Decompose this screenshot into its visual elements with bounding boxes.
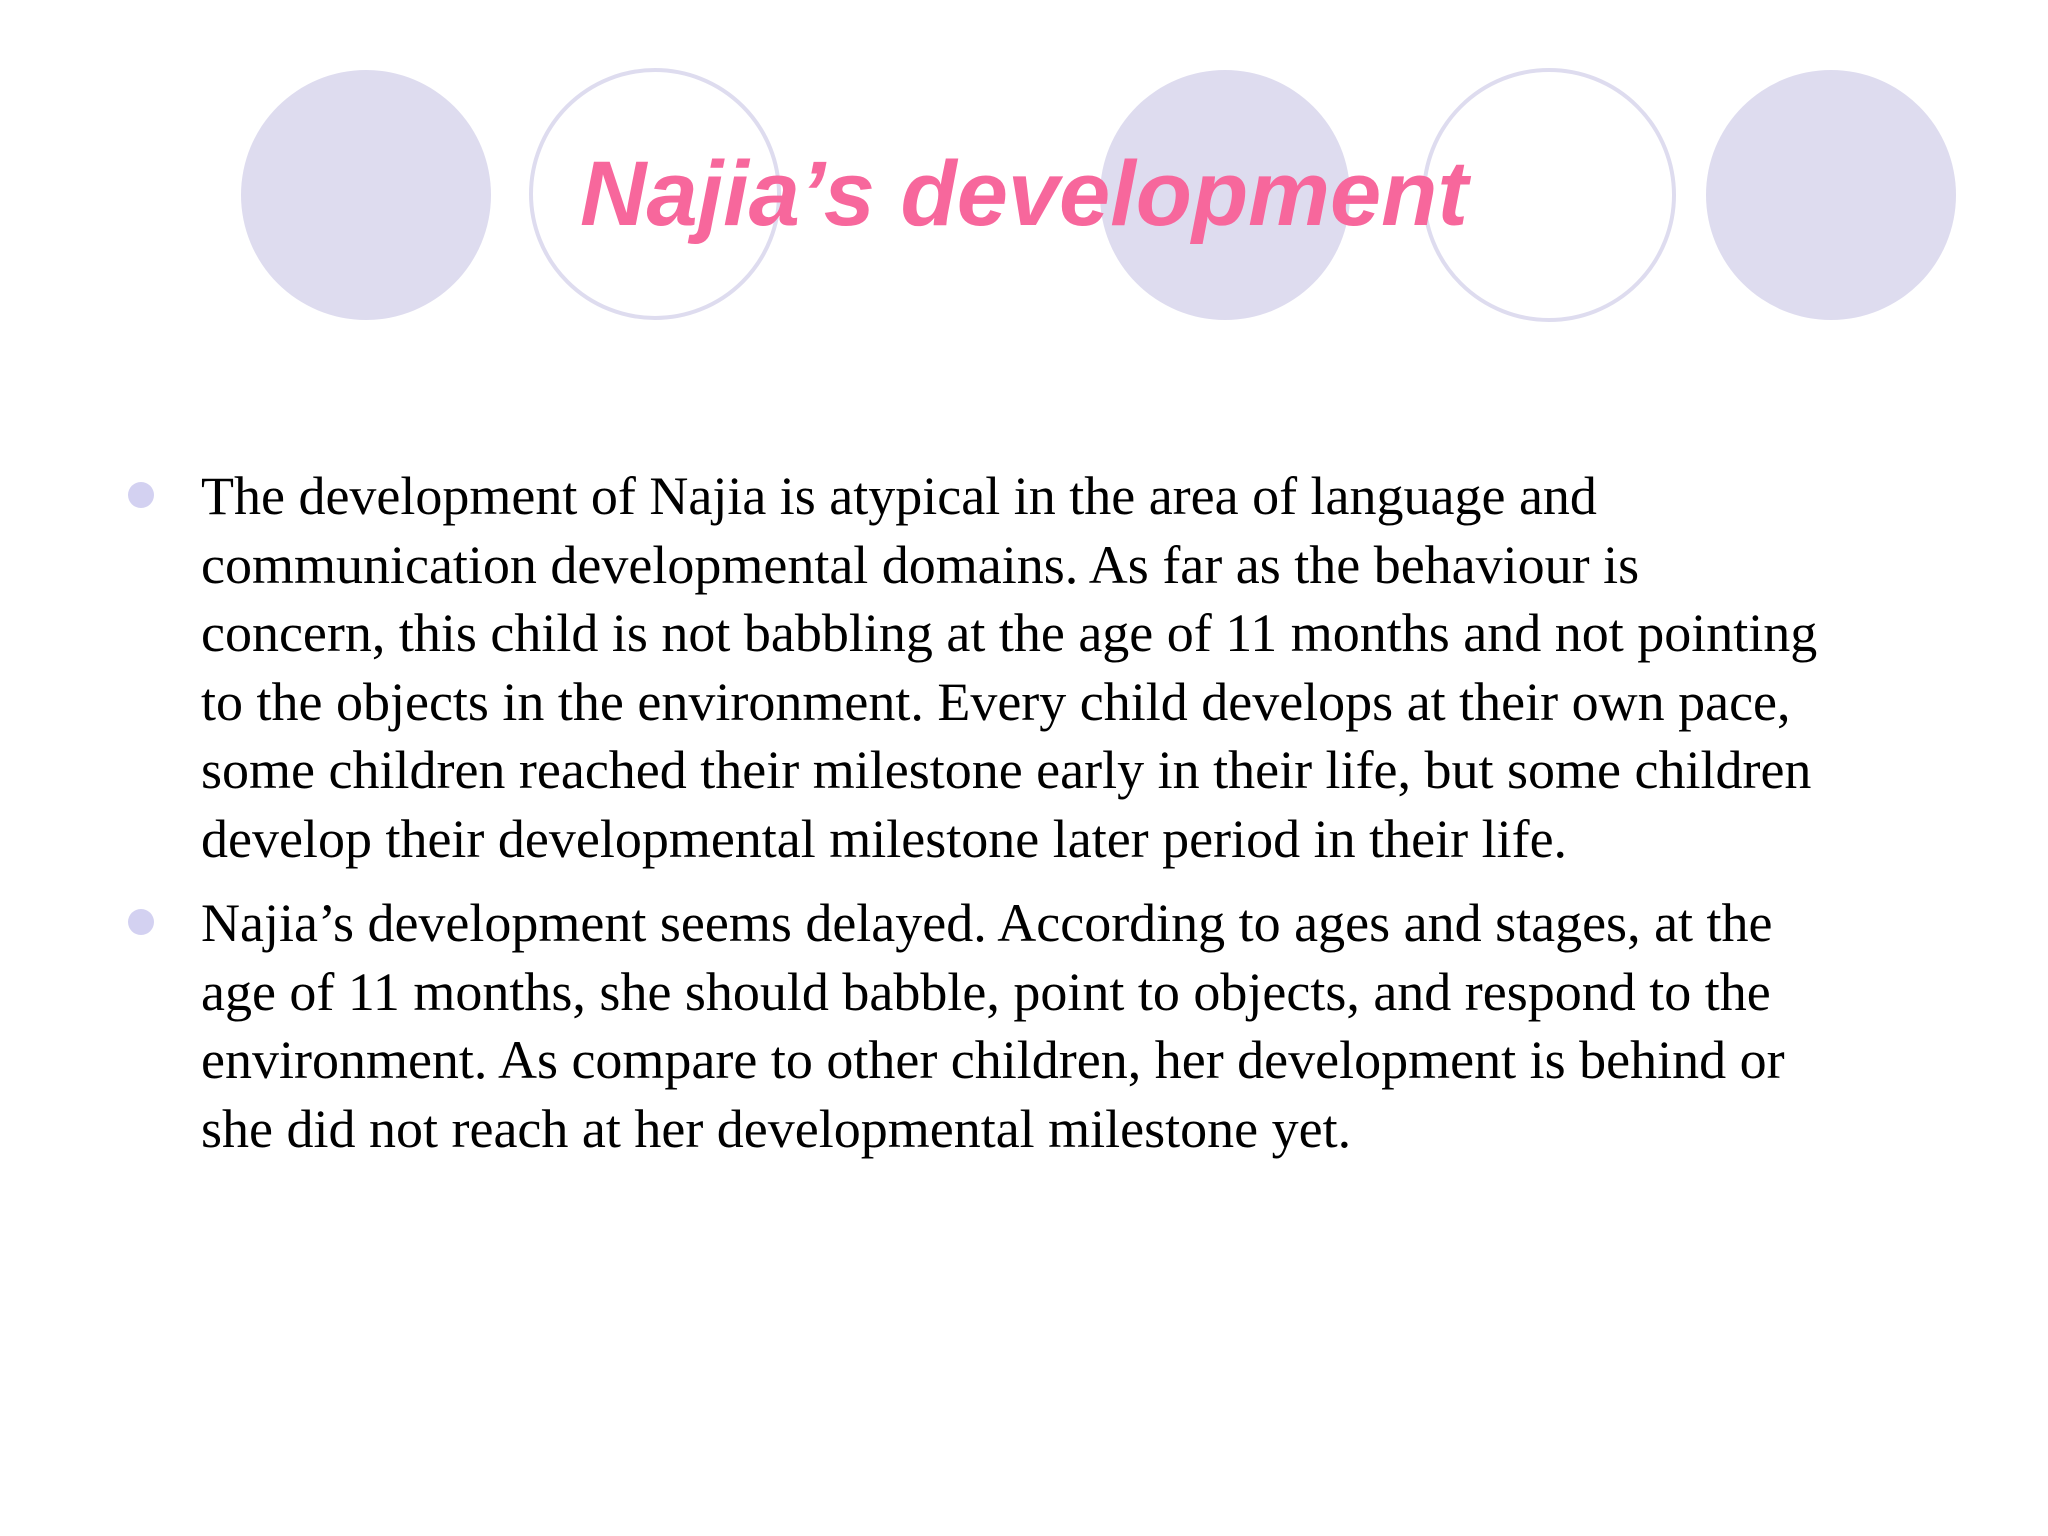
text-line: communication developmental domains. As far as the behaviour is [201, 534, 1640, 595]
bullet-list [0, 462, 2048, 1179]
text-line: environment. As compare to other children, her development is behind or [201, 1030, 1785, 1090]
bullet-dot-icon [128, 909, 154, 935]
text-line: to the objects in the environment. Every child develops at their own pace, [201, 671, 1791, 732]
text-line: develop their developmental milestone later period in their life. [201, 808, 1568, 869]
text-line: she did not reach at her developmental milestone yet. [201, 1098, 1352, 1159]
bullet-item [0, 462, 1941, 873]
bullet-paragraph [201, 462, 1941, 873]
text-line: some children reached their milestone early in their life, but some children [201, 740, 1812, 800]
text-line: concern, this child is not babbling at the age of 11 months and not pointing [201, 603, 1818, 663]
slide-title: Najia’s development [580, 143, 1468, 245]
bullet-item [0, 889, 1941, 1163]
text-line: age of 11 months, she should babble, point to objects, and respond to the [201, 961, 1771, 1022]
bullet-dot-icon [128, 482, 154, 508]
text-line: The development of Najia is atypical in the area of language and [201, 466, 1597, 526]
text-line: Najia’s development seems delayed. According to ages and stages, at the [201, 893, 1773, 953]
bullet-paragraph [201, 889, 1941, 1163]
